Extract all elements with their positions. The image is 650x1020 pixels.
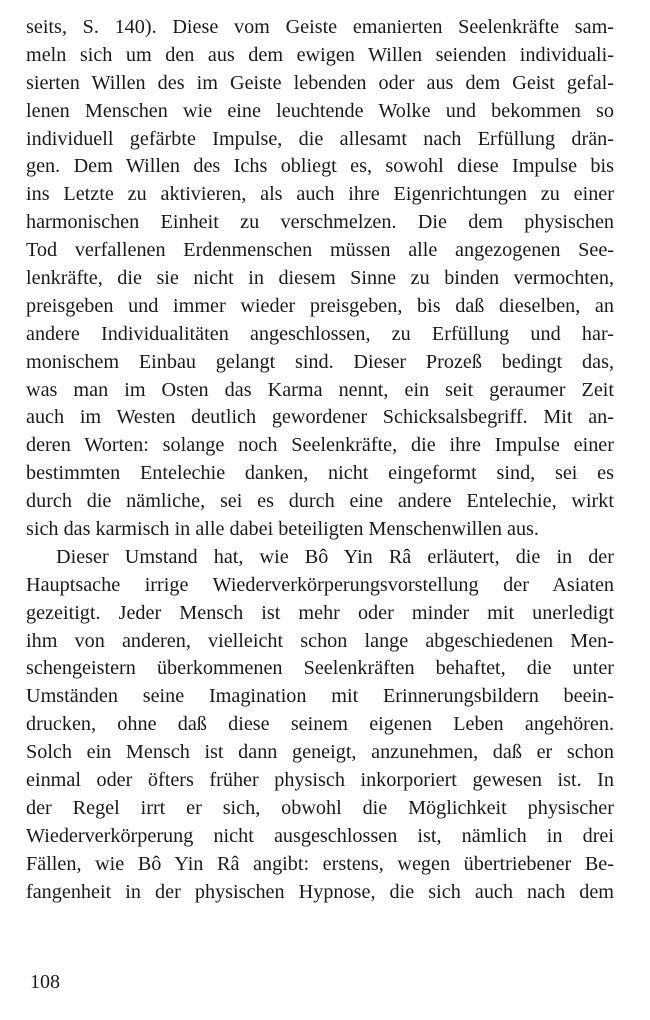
text-line: ins Letzte zu aktivieren, als auch ihre Eigenrichtungen zu einer xyxy=(26,183,614,206)
text-line: ihm von anderen, vielleicht schon lange abgeschiedenen Men- xyxy=(26,629,614,652)
text-line: bestimmten Entelechie danken, nicht eingeformt sind, sei es xyxy=(26,462,614,485)
text-line: lenkräfte, die sie nicht in diesem Sinne zu binden vermochten, xyxy=(26,267,614,290)
text-line: Wiederverkörperung nicht ausgeschlossen ist, nämlich in drei xyxy=(26,824,614,847)
text-line: Dieser Umstand hat, wie Bô Yin Râ erläutert, die in der xyxy=(56,545,614,568)
text-line: seits, S. 140). Diese vom Geiste emanierten Seelenkräfte sam- xyxy=(26,16,614,38)
text-line: sierten Willen des im Geiste lebenden oder aus dem Geist gefal- xyxy=(26,71,614,94)
text-line: einmal oder öfters früher physisch inkorporiert gewesen ist. In xyxy=(26,769,614,792)
text-line: gezeitigt. Jeder Mensch ist mehr oder minder mit unerledigt xyxy=(26,601,614,624)
text-line: preisgeben und immer wieder preisgeben, bis daß dieselben, an xyxy=(26,294,614,317)
text-line: drucken, ohne daß diese seinem eigenen Leben angehören. xyxy=(26,713,614,736)
text-line: Tod verfallenen Erdenmenschen müssen alle angezogenen See- xyxy=(26,239,614,262)
text-line: meln sich um den aus dem ewigen Willen seienden individuali- xyxy=(26,43,614,66)
paragraph xyxy=(26,14,614,544)
text-line: Solch ein Mensch ist dann geneigt, anzunehmen, daß er schon xyxy=(26,741,614,764)
text-line: was man im Osten das Karma nennt, ein seit geraumer Zeit xyxy=(26,378,614,401)
text-line: Fällen, wie Bô Yin Râ angibt: erstens, wegen übertriebener Be- xyxy=(26,852,614,875)
text-line: individuell gefärbte Impulse, die allesamt nach Erfüllung drän- xyxy=(26,127,614,150)
text-line: monischem Einbau gelangt sind. Dieser Prozeß bedingt das, xyxy=(26,350,614,373)
text-line: durch die nämliche, sei es durch eine andere Entelechie, wirkt xyxy=(26,490,614,513)
text-line: andere Individualitäten angeschlossen, zu Erfüllung und har- xyxy=(26,322,614,345)
body-text xyxy=(26,14,614,907)
text-line: Hauptsache irrige Wiederverkörperungsvorstellung der Asiaten xyxy=(26,573,614,596)
text-line: lenen Menschen wie eine leuchtende Wolke und bekommen so xyxy=(26,99,614,122)
paragraph xyxy=(26,544,614,907)
text-line: auch im Westen deutlich gewordener Schicksalsbegriff. Mit an- xyxy=(26,406,614,429)
text-line: deren Worten: solange noch Seelenkräfte, die ihre Impulse einer xyxy=(26,434,614,457)
text-line: harmonischen Einheit zu verschmelzen. Die dem physischen xyxy=(26,211,614,234)
text-line: sich das karmisch in alle dabei beteiligten Menschenwillen aus. xyxy=(26,518,539,541)
text-line: gen. Dem Willen des Ichs obliegt es, sowohl diese Impulse bis xyxy=(26,155,614,178)
text-line: fangenheit in der physischen Hypnose, die sich auch nach dem xyxy=(26,880,614,903)
text-line: schengeistern überkommenen Seelenkräften behaftet, die unter xyxy=(26,657,614,680)
page-number: 108 xyxy=(30,971,60,993)
text-line: Umständen seine Imagination mit Erinnerungsbildern beein- xyxy=(26,685,614,708)
text-line: der Regel irrt er sich, obwohl die Möglichkeit physischer xyxy=(26,796,614,819)
